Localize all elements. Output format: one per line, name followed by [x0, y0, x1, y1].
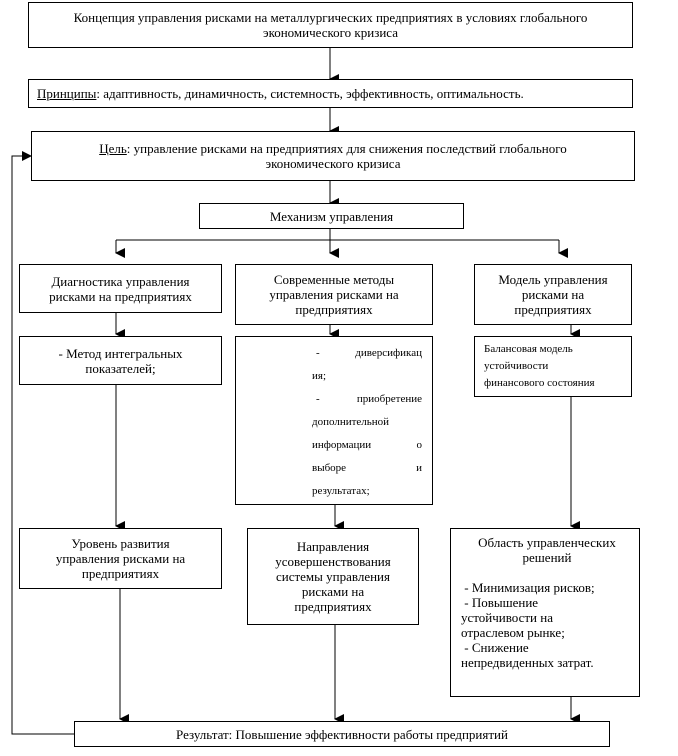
middle-result-box — [247, 528, 419, 625]
left-method-line: - Метод интегральных — [58, 345, 183, 361]
result-text: Результат: Повышение эффективности работы предприятий — [176, 726, 508, 742]
right-header-line: Модель управления — [498, 272, 608, 287]
right-result-item: - Повышение — [461, 595, 539, 610]
feedback-loop — [12, 156, 74, 734]
right-result-box — [450, 528, 640, 697]
left-result-line: Уровень развития — [71, 536, 170, 551]
method-row — [312, 434, 422, 457]
method-word: приобретение — [356, 393, 422, 405]
right-method-line: Балансовая модель — [484, 343, 573, 355]
right-method-line: устойчивости — [484, 360, 549, 372]
middle-header-box — [235, 264, 433, 325]
concept-line-1: Концепция управления рисками на металлургических предприятиях в условиях глобального — [73, 10, 588, 25]
goal-text: : управление рисками на предприятиях для снижения последствий глобального — [126, 141, 567, 156]
method-row: результатах; — [312, 485, 370, 497]
goal-line-2: экономического кризиса — [265, 156, 401, 171]
right-method-line: финансового состояния — [484, 377, 595, 389]
middle-result-line: Направления — [296, 539, 370, 554]
left-method-line: показателей; — [85, 360, 156, 376]
method-word: о — [416, 439, 422, 451]
method-row — [312, 457, 422, 480]
method-word: выборе — [312, 462, 347, 474]
right-result-title-line: решений — [522, 550, 572, 565]
concept-box — [28, 2, 633, 48]
mechanism-box — [199, 203, 464, 229]
middle-result-line: предприятиях — [294, 599, 372, 614]
middle-result-line: системы управления — [275, 569, 390, 584]
right-result-item: устойчивости на — [461, 610, 553, 625]
dash-marker: - — [316, 347, 320, 359]
method-row — [312, 388, 422, 411]
middle-header-line: предприятиях — [295, 302, 373, 317]
left-header-line: рисками на предприятиях — [49, 288, 192, 304]
middle-method-box — [235, 336, 433, 505]
principles-text — [37, 86, 524, 101]
right-header-box — [474, 264, 632, 325]
middle-header-line: управления рисками на — [269, 287, 399, 302]
method-row: ия; — [312, 370, 327, 382]
principles-label: Принципы — [37, 86, 97, 101]
concept-line-2: экономического кризиса — [262, 25, 398, 40]
right-header-line: рисками на — [521, 287, 585, 302]
method-word: диверсификац — [355, 347, 422, 359]
principles-values: : адаптивность, динамичность, системность, эффективность, оптимальность. — [96, 86, 524, 101]
right-header-line: предприятиях — [514, 302, 592, 317]
right-method-box — [474, 336, 632, 397]
method-word: и — [416, 462, 422, 474]
principles-box — [28, 79, 633, 108]
left-result-box — [19, 528, 222, 589]
middle-result-line: рисками на — [301, 584, 365, 599]
left-result-line: управления рисками на — [55, 551, 186, 566]
result-box — [74, 721, 610, 747]
method-word: информации — [312, 439, 372, 451]
left-header-line: Диагностика управления — [51, 273, 190, 289]
goal-box — [31, 131, 635, 181]
mechanism-text: Механизм управления — [269, 208, 394, 224]
method-row: дополнительной — [312, 416, 390, 428]
right-result-item: - Снижение — [461, 640, 529, 655]
right-result-title-line: Область управленческих — [478, 535, 616, 550]
left-header-box — [19, 264, 222, 313]
goal-label: Цель — [99, 141, 127, 156]
left-method-box — [19, 336, 222, 385]
dash-marker: - — [316, 393, 320, 405]
right-result-item: отраслевом рынке; — [461, 625, 565, 640]
goal-line-1 — [99, 141, 567, 156]
left-result-line: предприятиях — [81, 566, 160, 581]
method-row — [312, 342, 422, 365]
right-result-item: непредвиденных затрат. — [461, 655, 594, 670]
middle-header-line: Современные методы — [273, 272, 395, 287]
middle-result-line: усовершенствования — [275, 554, 391, 569]
right-result-item: - Минимизация рисков; — [461, 580, 595, 595]
